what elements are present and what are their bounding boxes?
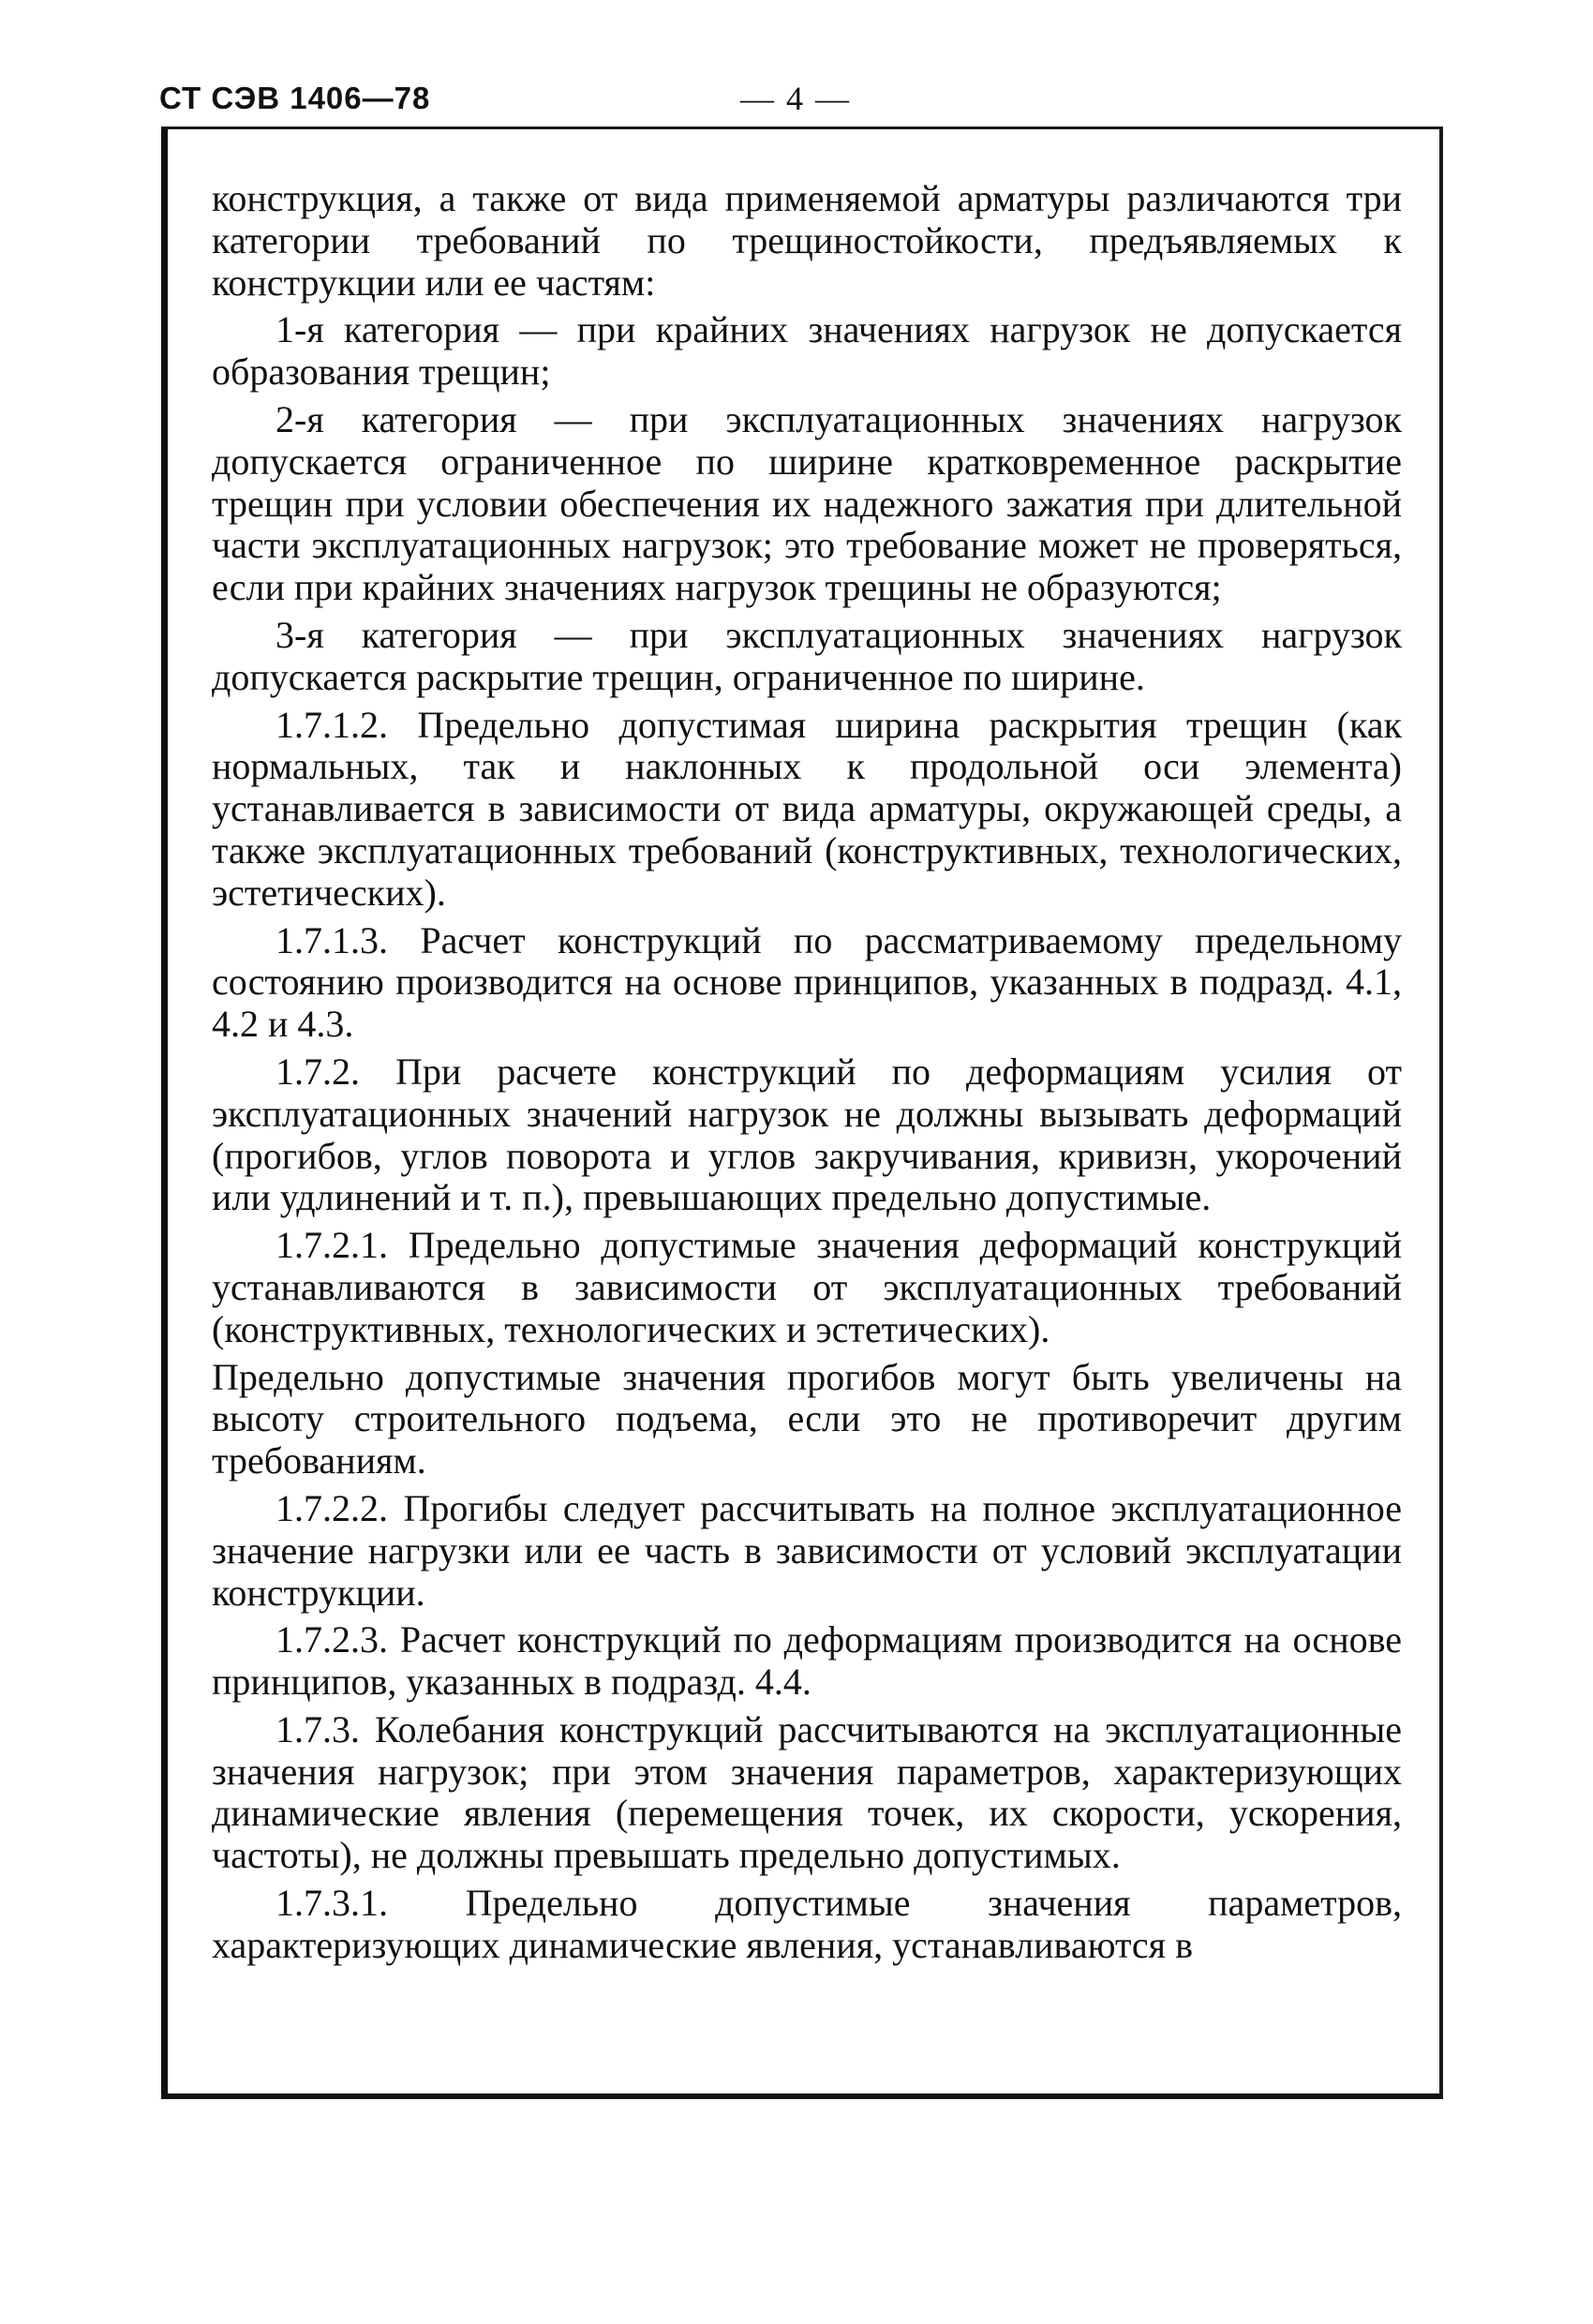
paragraph-category-3: 3-я категория — при эксплуатационных значениях нагрузок допускается раскрытие трещин, ограниченное по ширине. [212,613,1402,698]
page-number: — 4 — [740,80,851,117]
page-header [159,77,1443,124]
paragraph-1-7-3-1: 1.7.3.1. Предельно допустимые значения параметров, характеризующих динамические явления, устанавливаются в [212,1882,1402,1966]
paragraph-1-7-2: 1.7.2. При расчете конструкций по деформациям усилия от эксплуатационных значений нагрузок не должны вызывать деформаций (прогибов, углов поворота и углов закручивания, кривизн, укорочений или удлинений и т. п.), превышающих предельно допустимые. [212,1050,1402,1219]
paragraph-deflection-increase: Предельно допустимые значения прогибов могут быть увеличены на высоту строительного подъема, если это не противоречит другим требованиям. [212,1355,1402,1482]
paragraph-1-7-3: 1.7.3. Колебания конструкций рассчитываются на эксплуатационные значения нагрузок; при этом значения параметров, характеризующих динамические явления (перемещения точек, их скорости, ускорения, частоты), не должны превышать предельно допустимых. [212,1707,1402,1877]
paragraph-1-7-1-2: 1.7.1.2. Предельно допустимая ширина раскрытия трещин (как нормальных, так и наклонных к продольной оси элемента) устанавливается в зависимости от вида арматуры, окружающей среды, а также эксплуатационных требований (конструктивных, технологических, эстетических). [212,703,1402,914]
paragraph-category-2: 2-я категория — при эксплуатационных значениях нагрузок допускается ограниченное по ширине кратковременное раскрытие трещин при условии обеспечения их надежного зажатия при длительной части эксплуатационных нагрузок; это требование может не проверяться, если при крайних значениях нагрузок трещины не образуются; [212,397,1402,609]
paragraph-1-7-2-1: 1.7.2.1. Предельно допустимые значения деформаций конструкций устанавливаются в зависимости от эксплуатационных требований (конструктивных, технологических и эстетических). [212,1224,1402,1350]
paragraph-category-1: 1-я категория — при крайних значениях нагрузок не допускается образования трещин; [212,308,1402,394]
paragraph-1-7-2-3: 1.7.2.3. Расчет конструкций по деформациям производится на основе принципов, указанных в подразд. 4.4. [212,1618,1402,1704]
paragraph-1-7-1-3: 1.7.1.3. Расчет конструкций по рассматриваемому предельному состоянию производится на основе принципов, указанных в подразд. 4.1, 4.2 и 4.3. [212,918,1402,1046]
paragraph-continuation: конструкция, а также от вида применяемой арматуры различаются три категории требований по трещиностойкости, предъявляемых к конструкции или ее частям: [212,177,1402,304]
paragraph-1-7-2-2: 1.7.2.2. Прогибы следует рассчитывать на полное эксплуатационное значение нагрузки или ее часть в зависимости от условий эксплуатации конструкции. [212,1486,1402,1614]
document-code: СТ СЭВ 1406—78 [159,81,431,115]
body-text [212,178,1402,1973]
